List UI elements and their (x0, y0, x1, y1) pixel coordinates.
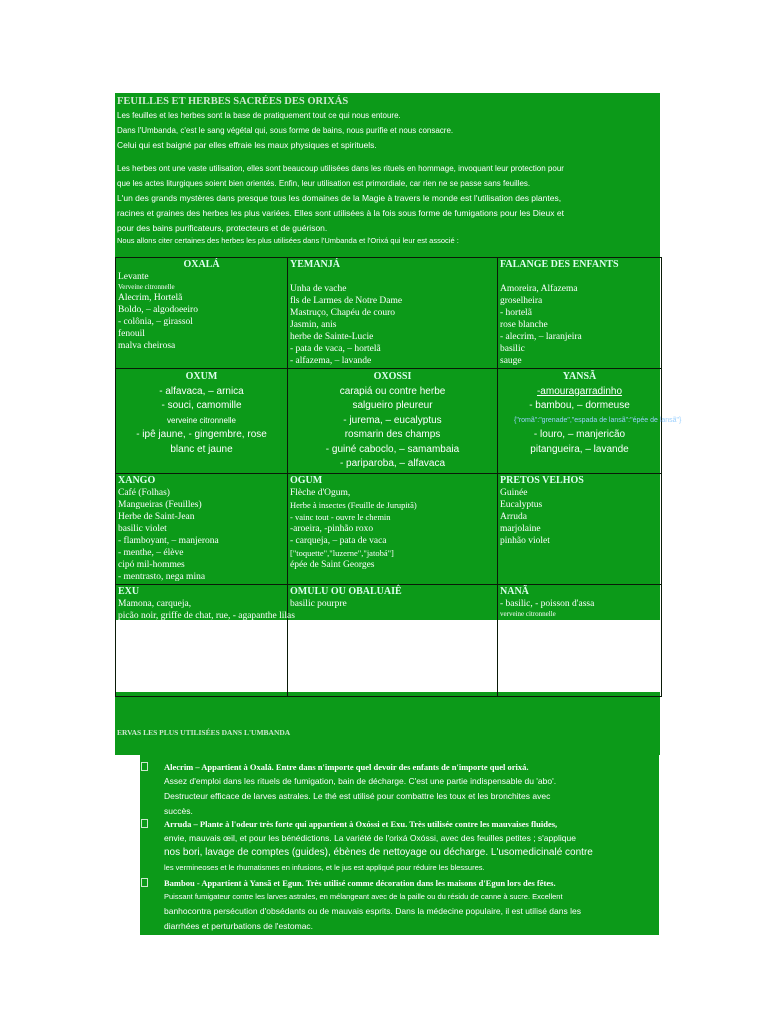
intro-para-line: pour des bains purificateurs, protecteurs et de guérison. (117, 223, 328, 233)
herb-item: rose blanche (500, 320, 548, 330)
cell-oxum (116, 369, 288, 474)
herb-item: Mastruço, Chapéu de couro (290, 308, 395, 318)
herb-item: - bambou, – dormeuse (529, 400, 630, 411)
cell-title: OXUM (185, 371, 218, 382)
intro-line: Celui qui est baigné par elles effraie les maux physiques et spirituels. (117, 140, 377, 150)
herb-item: rosmarin des champs (344, 429, 441, 440)
herb-item: Flèche d'Ogum, (290, 487, 351, 498)
cell-oxossi (288, 369, 498, 474)
herb-item: carapiá ou contre herbe (339, 385, 446, 397)
herb-item: pinhão roxo (500, 643, 546, 654)
herb-text: succès. (164, 806, 193, 816)
herb-item: - souci, camomille (161, 400, 242, 411)
cell-pretos-velhos (498, 473, 662, 584)
intro-section (117, 95, 657, 246)
herb-item: - hortelã (500, 308, 532, 318)
herb-text: diarrhées et perturbations de l'estomac. (164, 921, 314, 931)
cell-title: NANÃ (500, 585, 529, 597)
herb-item: Herbe à insectes (Feuille de Jurupitã) (290, 499, 417, 510)
intro-para-line: que les actes liturgiques soient bien orientés. Enfin, leur utilisation est primordiale, car rien ne se passe sans feuilles. (117, 179, 531, 188)
cell-title: XANGO (118, 474, 156, 486)
herb-item: Café (Folhas) (118, 487, 170, 498)
herb-item: ["toquette","luzerne","jatobá"] (290, 547, 394, 558)
herb-heading: Alecrim – Appartient à Oxalá. Entre dans n'importe quel devoir des enfants de n'importe quel orixá. (164, 762, 529, 772)
page-title: FEUILLES ET HERBES SACRÉES DES ORIXÁS (117, 96, 349, 107)
cell-title: OMULU OU OBALUAIÊ (290, 585, 402, 597)
herb-item: Jasmin, anis (290, 320, 337, 330)
green-page-middle (115, 692, 660, 755)
herb-text: banhocontra persécution d'obsédants ou de mauvais esprits. Dans la médecine populaire, il est utilisé dans les (164, 906, 581, 916)
herb-item: Arruda (500, 511, 527, 522)
intro-para-line: racines et graines des herbes les plus variées. Elles sont utilisées à la fois sous forme de fumigations pour les Dieux et (117, 208, 564, 218)
cell-title: PRETOS VELHOS (500, 474, 584, 486)
cell-title: FALANGE DES ENFANTS (500, 259, 619, 270)
cell-yemanja (288, 258, 498, 369)
herb-item: marjolaine (500, 523, 541, 534)
herb-item: sauge (500, 356, 522, 366)
herb-item: fruit de la colombe (290, 636, 363, 647)
herb-item: - ipê jaune, - gingembre, rose (136, 429, 267, 440)
herb-item: fenouil (118, 329, 145, 339)
herb-item: Verveine citronnelle (118, 283, 175, 291)
herb-item: Alecrim, Hortelã (118, 293, 183, 303)
herb-item: -aroeira, -pinhão roxo (290, 523, 374, 534)
herb-text: Assez d'emploi dans les rituels de fumigation, bain de décharge. C'est une partie indispensable du 'abo'. (164, 776, 557, 786)
herb-item: - alecrim, – laranjeira (500, 332, 582, 342)
herb-item: -amouragarradinho (536, 385, 623, 397)
herb-item: - mostarda, – mamona (290, 648, 375, 659)
herb-text: Puissant fumigateur contre les larves astrales, en mélangeant avec de la paille ou du résidu de canne à sucre. Excellent (164, 892, 563, 901)
bullet-icon (141, 762, 148, 771)
herb-item: fls de Larmes de Notre Dame (290, 296, 403, 306)
cell-title: YANSÃ (562, 371, 597, 382)
cell-xango (116, 473, 288, 584)
herb-item: cipó mil-hommes (118, 559, 185, 570)
herb-heading: Arruda – Plante à l'odeur très forte qui appartient à Oxóssi et Exu. Très utilisée contre les mauvaises fluides, (164, 819, 558, 829)
cell-title: YEMANJÁ (290, 259, 340, 270)
herb-item: Mamona, carqueja, (118, 598, 192, 609)
herb-item: ortie (118, 655, 136, 666)
herb-item: avec moi, personne ne peut, belladone, - aloès (118, 621, 248, 630)
herb-item: verveine citronnelle (167, 415, 236, 425)
herb-item: pinhão roxo, chorão (118, 667, 195, 678)
herb-item: - gervão, – velame (290, 660, 361, 671)
herb-item: - alfavaca, – arnica (159, 385, 244, 397)
herb-item: - vainc tout - ouvre le chemin (290, 511, 391, 522)
cell-title: OXOSSI (373, 371, 412, 382)
intro-line: Dans l'Umbanda, c'est le sang végétal qui, sous forme de bains, nous purifie et nous consacre. (117, 126, 454, 135)
herb-item: - cyprès, – avenca (500, 619, 569, 630)
herb-entry-arruda (140, 817, 658, 875)
herb-item: - basilic, - poisson d'assa (500, 598, 595, 609)
herb-item: - louro, – manjericão (533, 429, 626, 440)
herb-item: pinhão violet (500, 535, 550, 546)
herb-item: - carqueja, – pata de vaca (290, 535, 387, 546)
herb-item: camelle de vieux (290, 672, 355, 683)
herb-item-link[interactable]: {"romã":"grenade","espada de lansã":"épée de lansã"} (514, 416, 682, 424)
herb-item: blanc et jaune (170, 443, 233, 455)
list-intro: Nous allons citer certaines des herbes les plus utilisées dans l'Umbanda et l'Orixá qui leur est associé : (117, 236, 459, 245)
herb-item: - pata de vaca, – hortelã (290, 344, 381, 354)
herb-item: groselheira (500, 296, 543, 306)
herb-item: épée de Saint Georges (290, 559, 375, 570)
herb-item: Herbe de Saint-Jean (118, 511, 195, 522)
cell-oxala (116, 258, 288, 369)
herb-item: Levante (118, 272, 149, 282)
cell-yansa (498, 369, 682, 474)
intro-para-line: L'un des grands mystères dans presque tous les domaines de la Magie à travers le monde est l'utilisation des plantes, (117, 193, 562, 203)
intro-line: Les feuilles et les herbes sont la base de pratiquement tout ce qui nous entoure. (117, 111, 401, 120)
herb-item: malva cheirosa (118, 341, 176, 351)
herb-item: Unha de vache (290, 284, 347, 294)
herb-entry-bambou (140, 876, 658, 933)
herb-text: Destructeur efficace de larves astrales. Le thé est utilisé pour combattre les toux et les bronchites avec (164, 791, 551, 801)
herb-item: Guinée (500, 487, 528, 498)
herb-item: Mangueiras (Feuilles) (118, 499, 202, 510)
herb-heading: Bambou - Appartient à Yansã et Egun. Très utilisé comme décoration dans les maisons d'Egun lors des fêtes. (164, 878, 556, 888)
intro-para-line: Les herbes ont une vaste utilisation, elles sont beaucoup utilisées dans les rituels en hommage, invoquant leur protection pour (117, 164, 564, 173)
herb-item: - alfazema, – lavande (290, 356, 372, 366)
herb-item: - jurema, – eucalyptus (343, 414, 442, 426)
herb-text: nos bori, lavage de comptes (guides), ébènes de nettoyage ou décharge. L'usomedicinalé contre (164, 847, 593, 858)
herb-item: Eucalyptus (500, 499, 543, 510)
cell-title: OXALÁ (183, 259, 220, 270)
herb-item: salgueiro pleureur (352, 400, 433, 411)
bullet-icon (141, 878, 148, 887)
cell-exu (116, 584, 295, 696)
herb-item: verveine citronnelle (500, 609, 556, 618)
cell-title: EXU (118, 585, 140, 597)
cell-falange (498, 258, 662, 369)
herb-entry-alecrim (140, 760, 658, 819)
herb-item: basilic violet (118, 523, 167, 534)
orixa-table (115, 257, 682, 697)
herb-item: Amoreira, Alfazema (500, 284, 578, 294)
herb-item: - manacá, – quaresmeira (500, 631, 593, 642)
cell-ogum (288, 473, 498, 584)
bullet-icon (141, 819, 148, 828)
herb-item: Boldo, – algodoeeiro (118, 305, 198, 315)
herb-item: herbe de Sainte-Lucie (290, 332, 374, 342)
herb-item: - menthe, – élève (118, 547, 184, 558)
herb-item: - mentrasto, nega mina (118, 571, 206, 582)
herb-text: envie, mauvais œil, et pour les bénédictions. La variété de l'orixá Oxóssi, avec des feuilles petites ; s'applique (164, 833, 576, 843)
cell-omulu (288, 584, 498, 696)
section-title: ERVAS LES PLUS UTILISÉES DANS L'UMBANDA (117, 728, 291, 737)
herb-item: basilic pourpre (290, 598, 347, 609)
herb-item: mangueira, pimenta da costa, (118, 643, 230, 654)
herb-item: - colônia, – girassol (118, 317, 193, 327)
herb-item: cactus, cana de açúcar, (118, 631, 205, 642)
herb-item: chrysanthèmes violets (500, 655, 585, 666)
herb-item: basilic (500, 344, 525, 354)
herb-item: - pariparoba, – alfavaca (339, 458, 446, 469)
herb-item: pitangueira, – lavande (530, 443, 629, 455)
herb-item: oriri (500, 667, 517, 678)
herb-item: - flamboyant, – manjerona (118, 535, 219, 546)
herb-text: les vermineoses et le rhumatismes en infusions, et le jus est appliqué pour réduire les blessures. (164, 863, 485, 872)
herb-item: picão noir, griffe de chat, rue, - agapanthe lilas (118, 610, 295, 621)
herb-item: - guiné caboclo, – samambaia (325, 443, 460, 455)
cell-title: OGUM (290, 474, 323, 486)
cell-nana (498, 584, 662, 696)
